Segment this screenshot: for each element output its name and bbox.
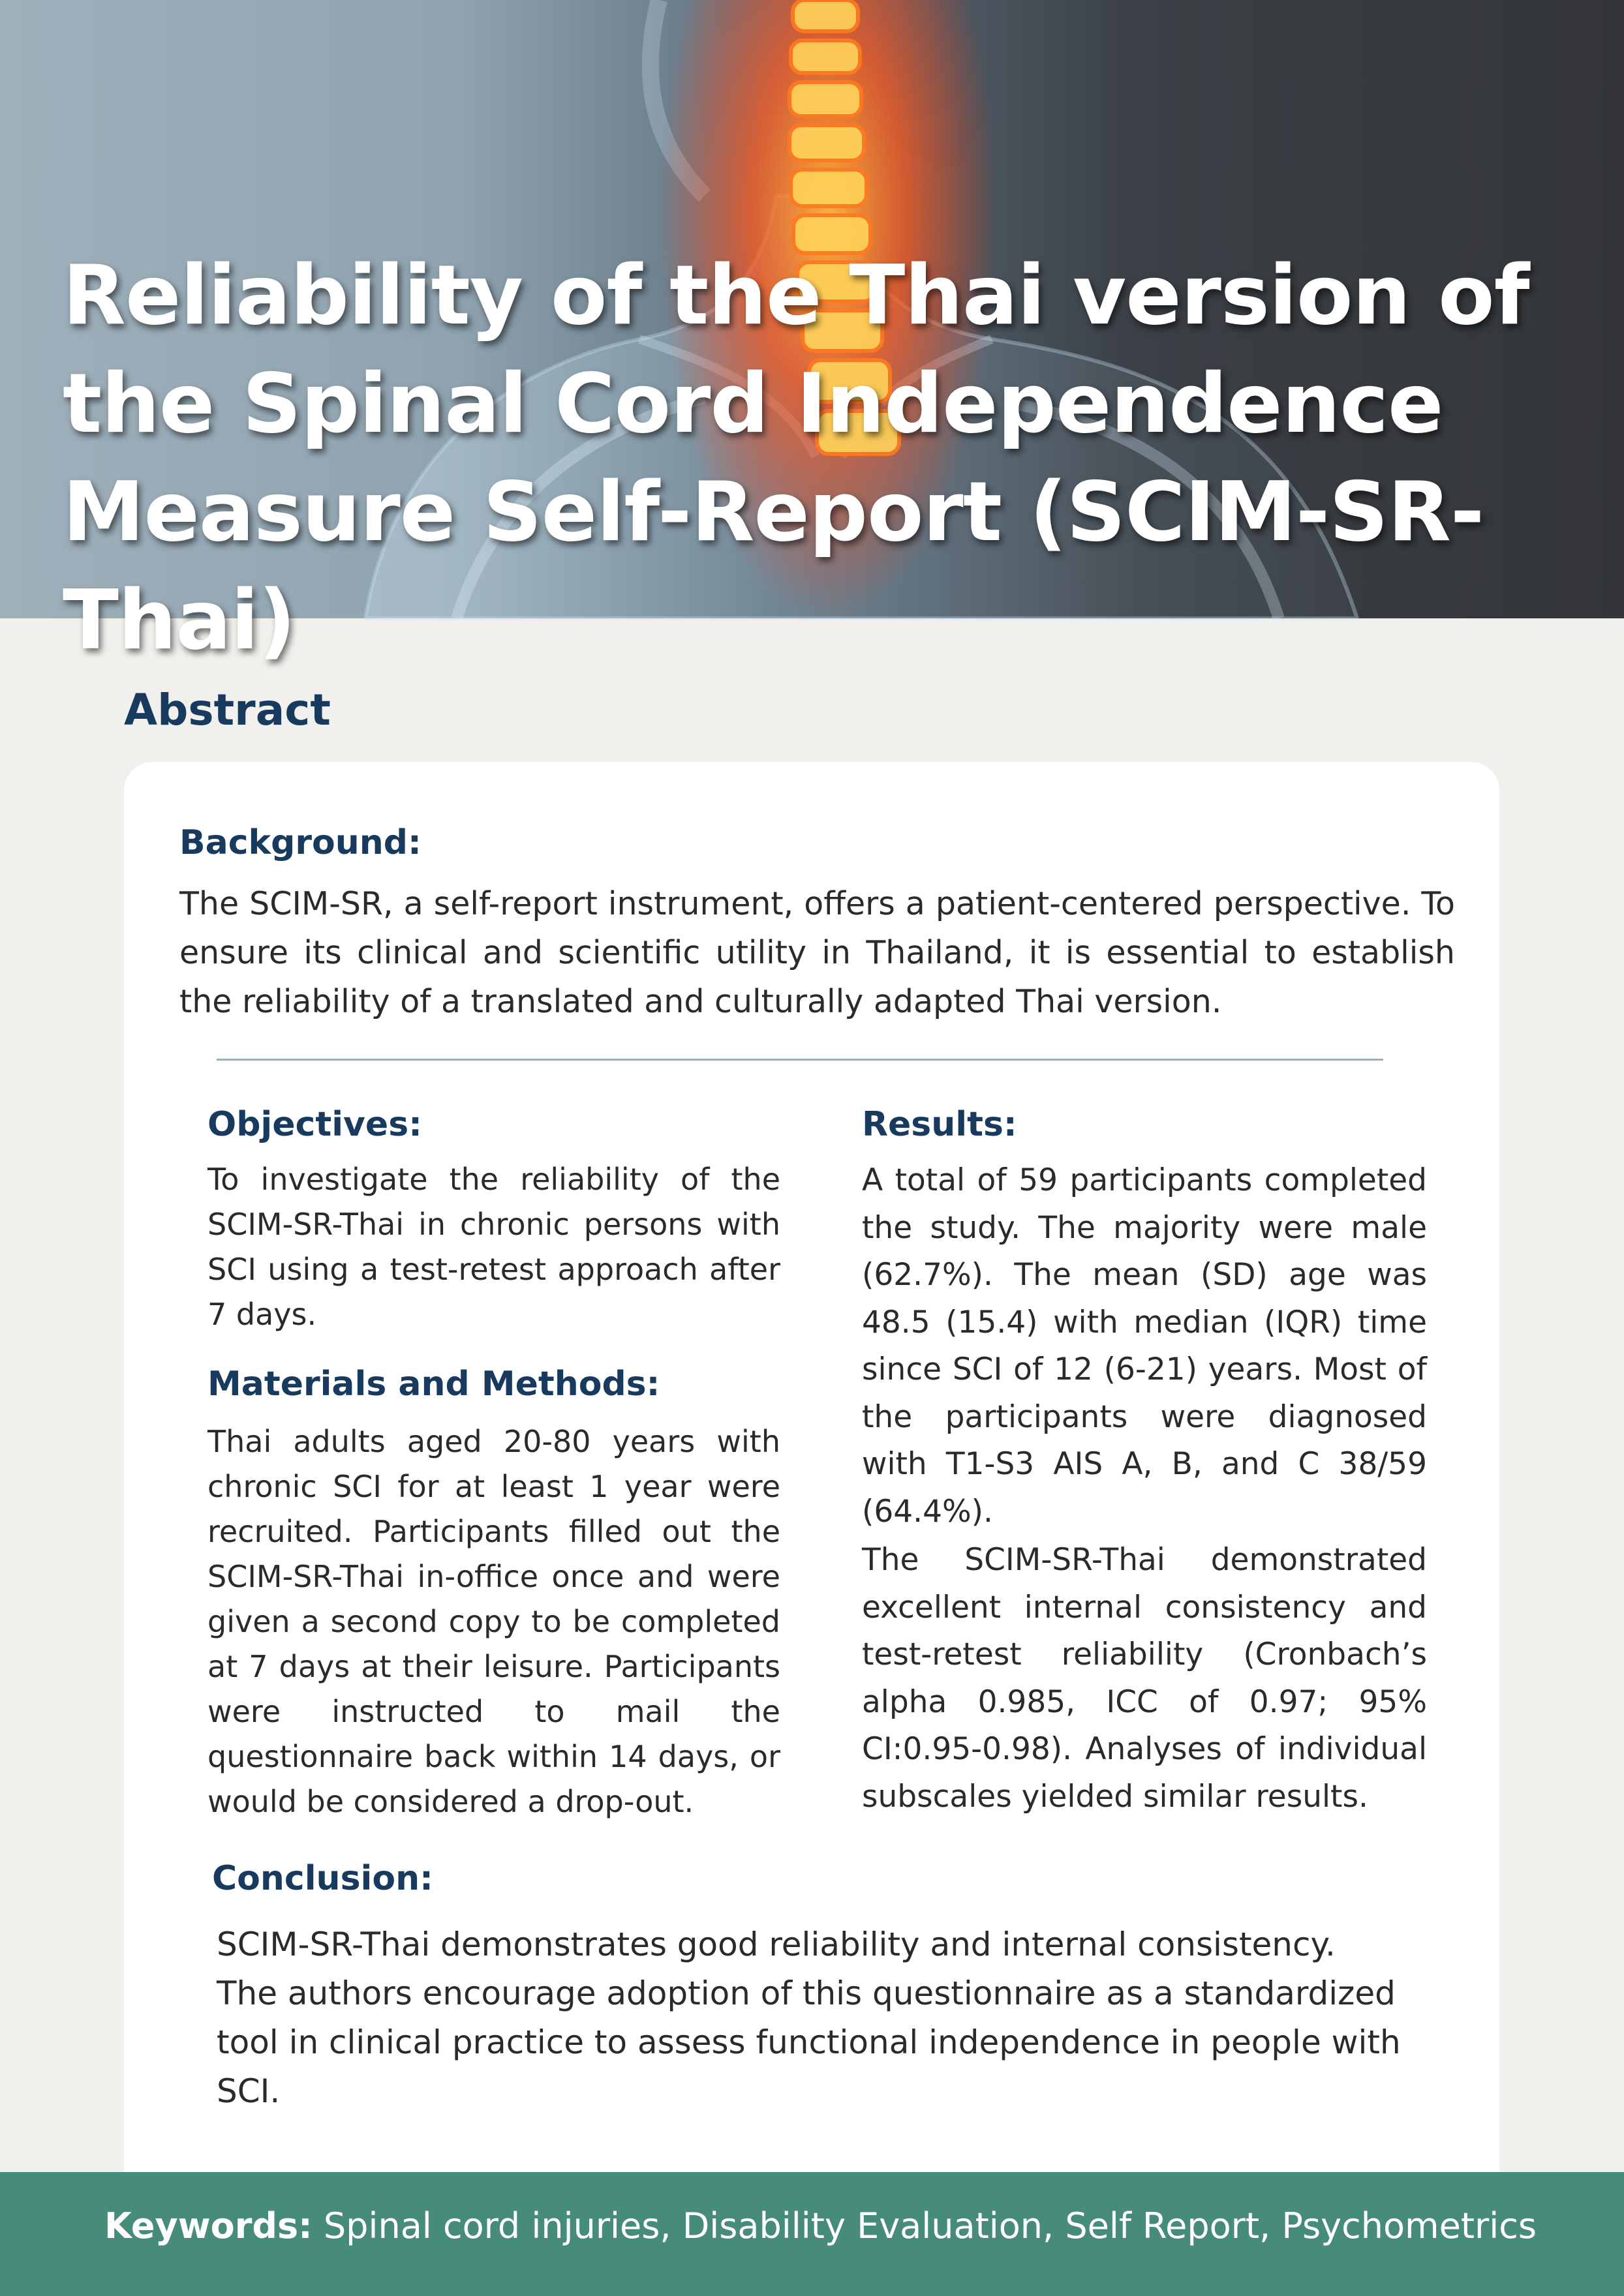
keywords-line: [104, 2205, 1537, 2246]
background-text: The SCIM-SR, a self-report instrument, offers a patient-centered perspective. To ensure its clinical and scientific utility in Thailand, it is essential to establish the reliability of a translated and culturally adapted Thai version.: [179, 885, 1455, 1020]
hero-banner: [0, 0, 1624, 668]
methods-heading: Materials and Methods:: [207, 1365, 660, 1404]
objectives-heading: Objectives:: [207, 1105, 422, 1144]
objectives-text: To investigate the reliability of the SCIM-SR-Thai in chronic persons with SCI using a test-retest approach after 7 days.: [207, 1162, 780, 1332]
methods-text: Thai adults aged 20-80 years with chronic SCI for at least 1 year were recruited. Participants filled out the SCIM-SR-Thai in-office once and were given a second copy to be completed at 7 days at their leisure. Participants were instructed to mail the questionnaire back within 14 days, or would be considered a drop-out.: [207, 1424, 780, 1819]
conclusion-heading: Conclusion:: [212, 1859, 433, 1898]
keywords-list: Spinal cord injuries, Disability Evaluation, Self Report, Psychometrics: [323, 2205, 1537, 2246]
keywords-label: Keywords:: [104, 2205, 313, 2246]
conclusion-text-2: The authors encourage adoption of this questionnaire as a standardized tool in clinical practice to assess functional independence in people with SCI.: [217, 1974, 1401, 2110]
results-text-1: A total of 59 participants completed the study. The majority were male (62.7%). The mean (SD) age was 48.5 (15.4) with median (IQR) time since SCI of 12 (6-21) years. Most of the participants were diagnosed with T1-S3 AIS A, B, and C 38/59 (64.4%).: [862, 1162, 1427, 1530]
results-text-2: The SCIM-SR-Thai demonstrated excellent internal consistency and test-retest reliability (Cronbach’s alpha 0.985, ICC of 0.97; 95% CI:0.95-0.98). Analyses of individual subscales yielded similar results.: [862, 1542, 1427, 1815]
section-divider: [217, 1059, 1383, 1061]
results-heading: Results:: [862, 1105, 1017, 1144]
page-title: Reliability of the Thai version of the Spinal Cord Independence Measure Self-Report (SCIM-SR-Thai): [63, 247, 1529, 668]
background-heading: Background:: [179, 823, 421, 862]
abstract-heading: Abstract: [124, 685, 331, 735]
conclusion-text-1: SCIM-SR-Thai demonstrates good reliability and internal consistency.: [217, 1926, 1336, 1963]
